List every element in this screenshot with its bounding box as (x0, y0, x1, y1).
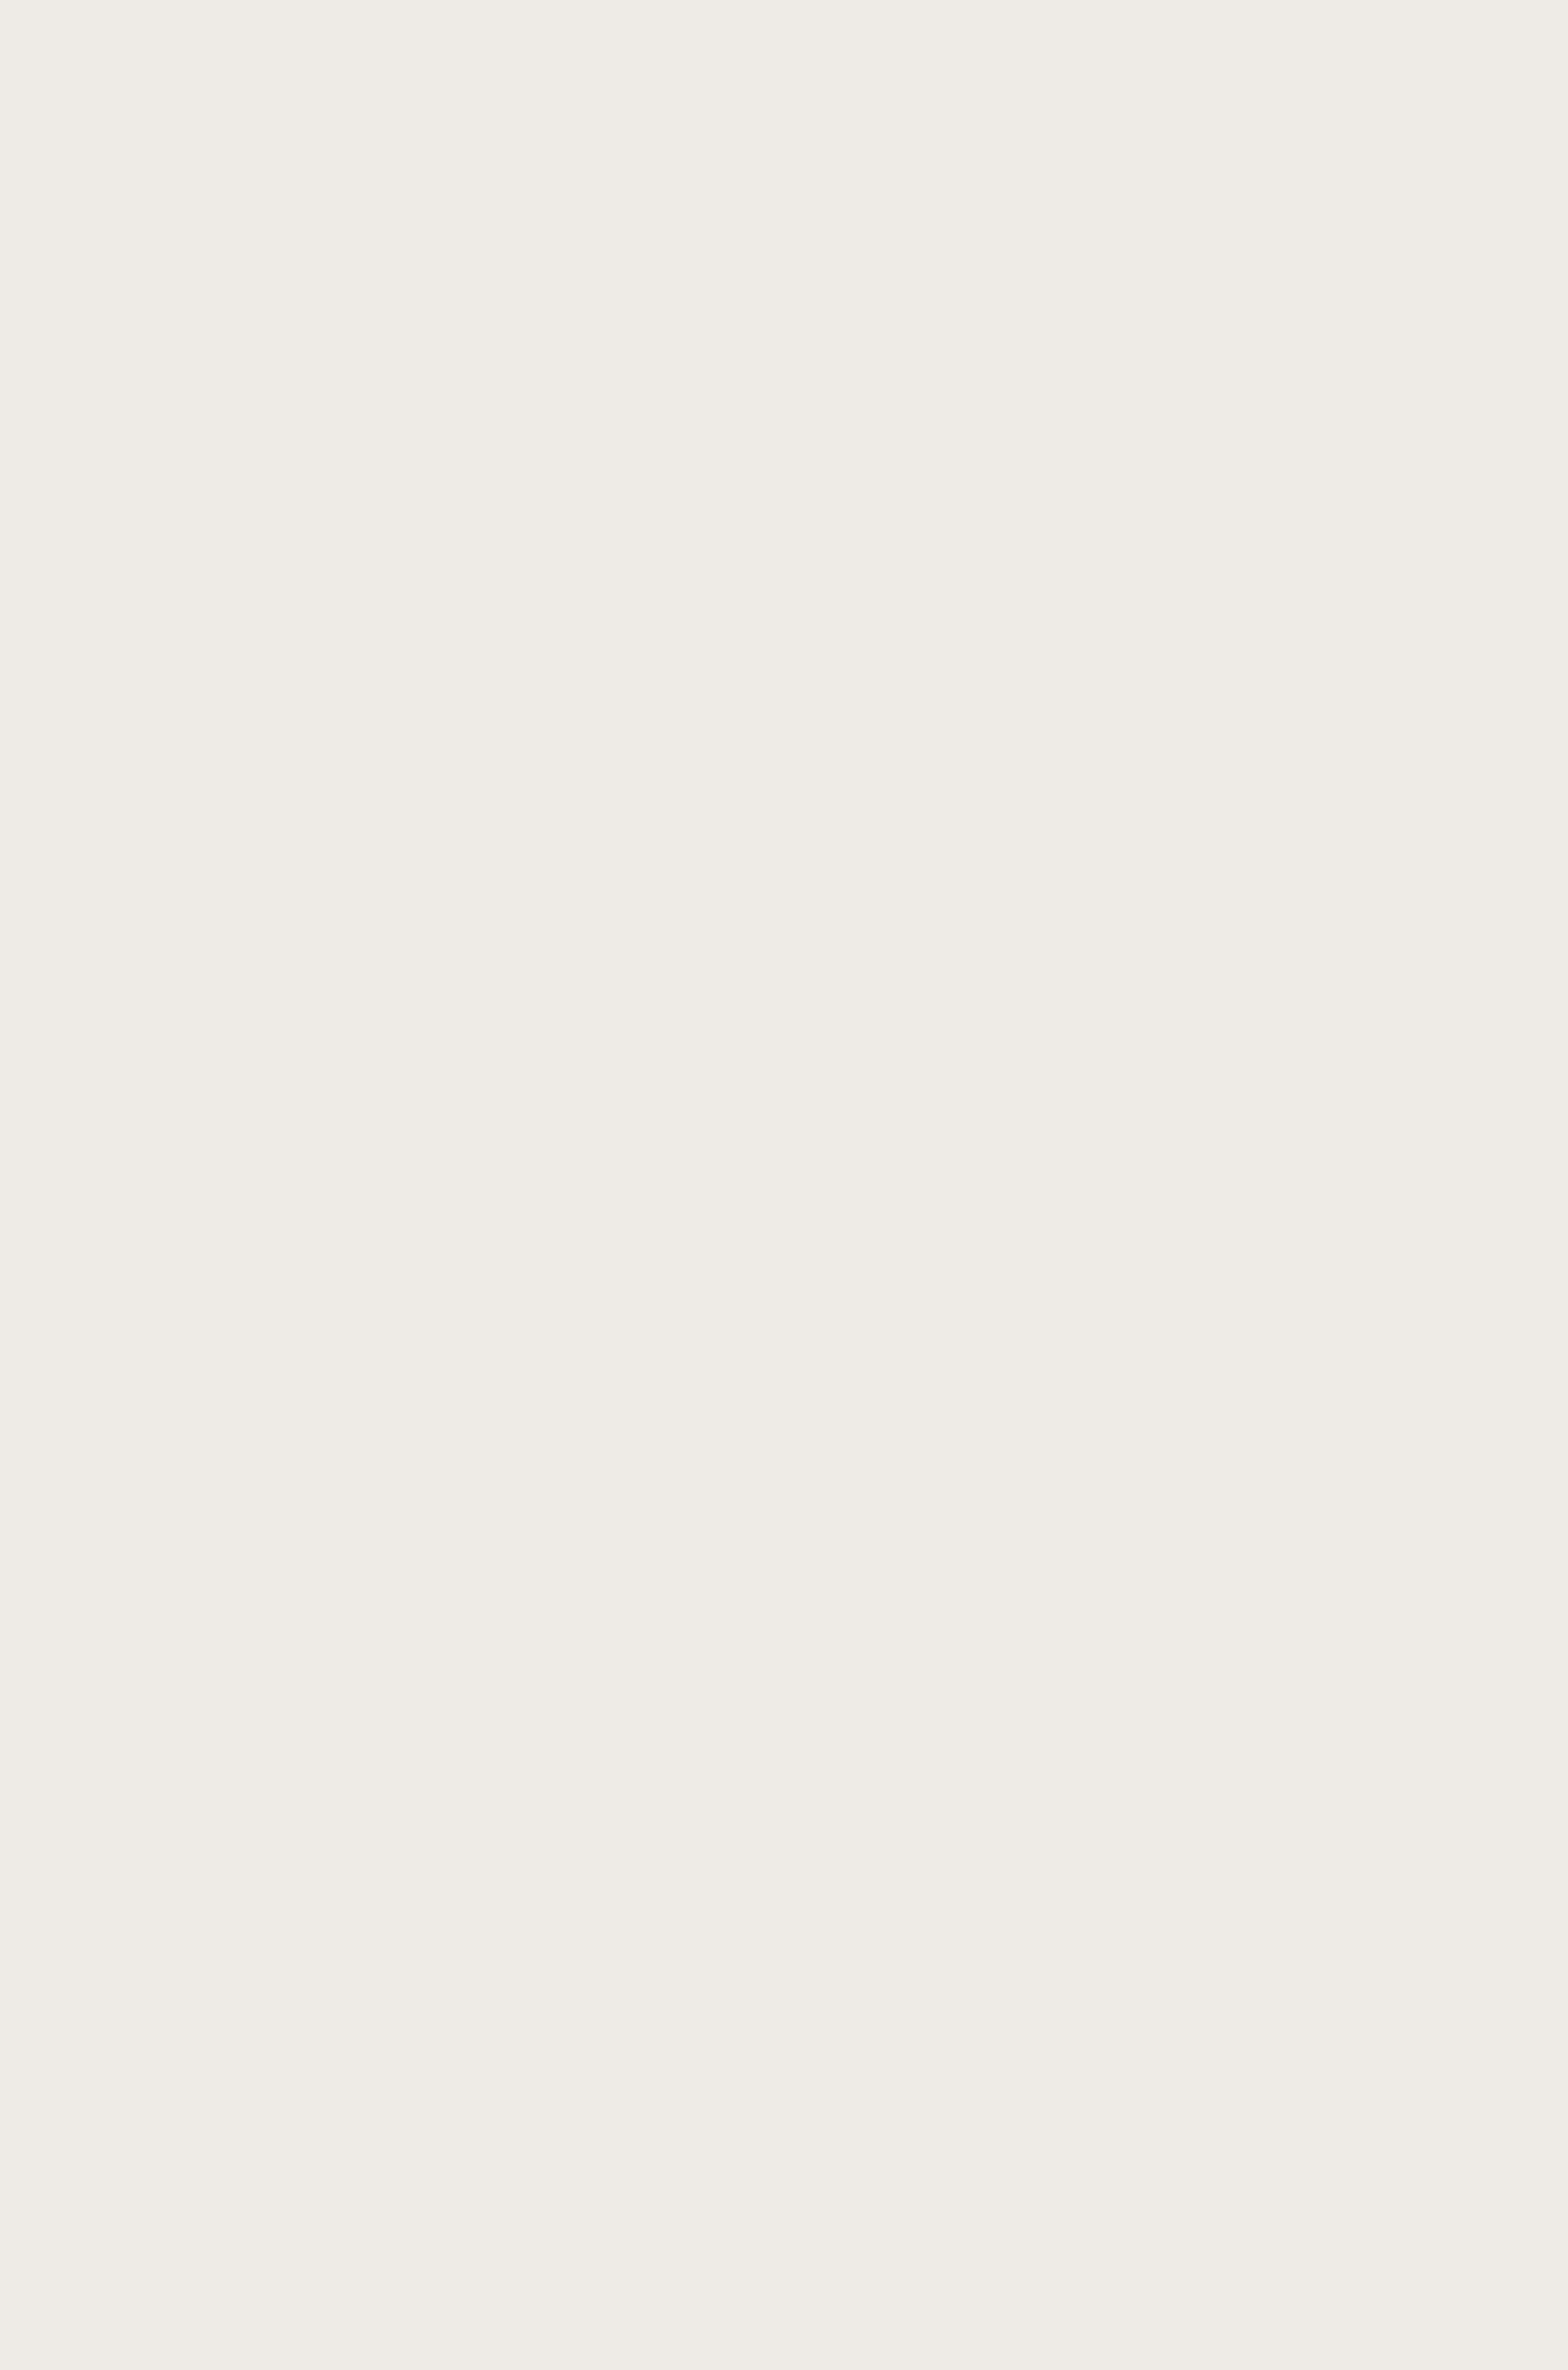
upper-text-block (18, 247, 1480, 1217)
lower-text-block (18, 1257, 1480, 2215)
section-divider (76, 1236, 1480, 1237)
